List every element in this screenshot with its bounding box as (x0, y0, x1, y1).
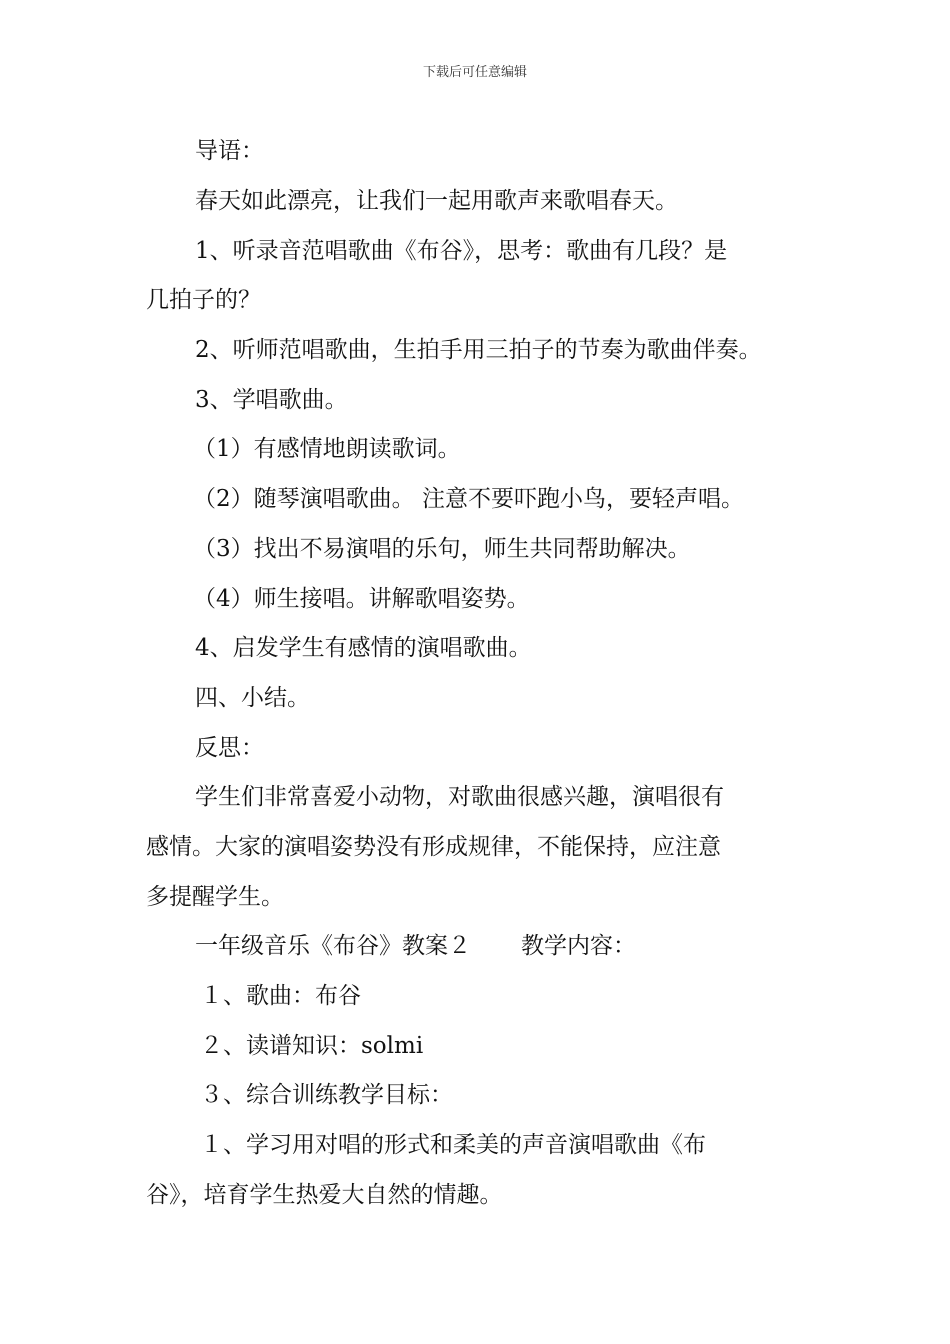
paragraph-line: 2、听师范唱歌曲，生拍手用三拍子的节奏为歌曲伴奏。 (195, 337, 762, 363)
paragraph-line: 4、启发学生有感情的演唱歌曲。 (195, 635, 532, 661)
paragraph-line: 学生们非常喜爱小动物，对歌曲很感兴趣，演唱很有 (195, 784, 724, 810)
lesson-title-line (0, 931, 950, 961)
paragraph-line: 几拍子的？ (146, 287, 261, 313)
paragraph-line: ２、读谱知识：solmi (200, 1033, 424, 1059)
paragraph-line: 感情。大家的演唱姿势没有形成规律，不能保持，应注意 (146, 834, 721, 860)
paragraph-line: （1）有感情地朗读歌词。 (193, 436, 461, 462)
page-header: 下载后可任意编辑 (422, 65, 527, 80)
paragraph-line: 春天如此漂亮，让我们一起用歌声来歌唱春天。 (195, 188, 678, 214)
paragraph-line: 3、学唱歌曲。 (195, 387, 348, 413)
teaching-content-label: 教学内容： (521, 933, 636, 959)
paragraph-line: （3）找出不易演唱的乐句，师生共同帮助解决。 (193, 536, 691, 562)
paragraph-line: （2）随琴演唱歌曲。 注意不要吓跑小鸟，要轻声唱。 (193, 486, 744, 512)
paragraph-line: ３、综合训练教学目标： (200, 1082, 453, 1108)
section-heading: 四、小结。 (195, 685, 310, 711)
paragraph-line: 谷》，培育学生热爱大自然的情趣。 (146, 1182, 503, 1208)
paragraph-line: １、歌曲：布谷 (200, 983, 361, 1009)
paragraph-line: 1、听录音范唱歌曲《布谷》，思考：歌曲有几段？是 (195, 238, 728, 264)
intro-heading: 导语： (195, 138, 264, 164)
lesson-title: 一年级音乐《布谷》教案２ (195, 933, 471, 959)
section-heading: 反思： (195, 735, 264, 761)
paragraph-line: １、学习用对唱的形式和柔美的声音演唱歌曲《布 (200, 1132, 706, 1158)
paragraph-line: （4）师生接唱。讲解歌唱姿势。 (193, 586, 530, 612)
paragraph-line: 多提醒学生。 (146, 884, 284, 910)
